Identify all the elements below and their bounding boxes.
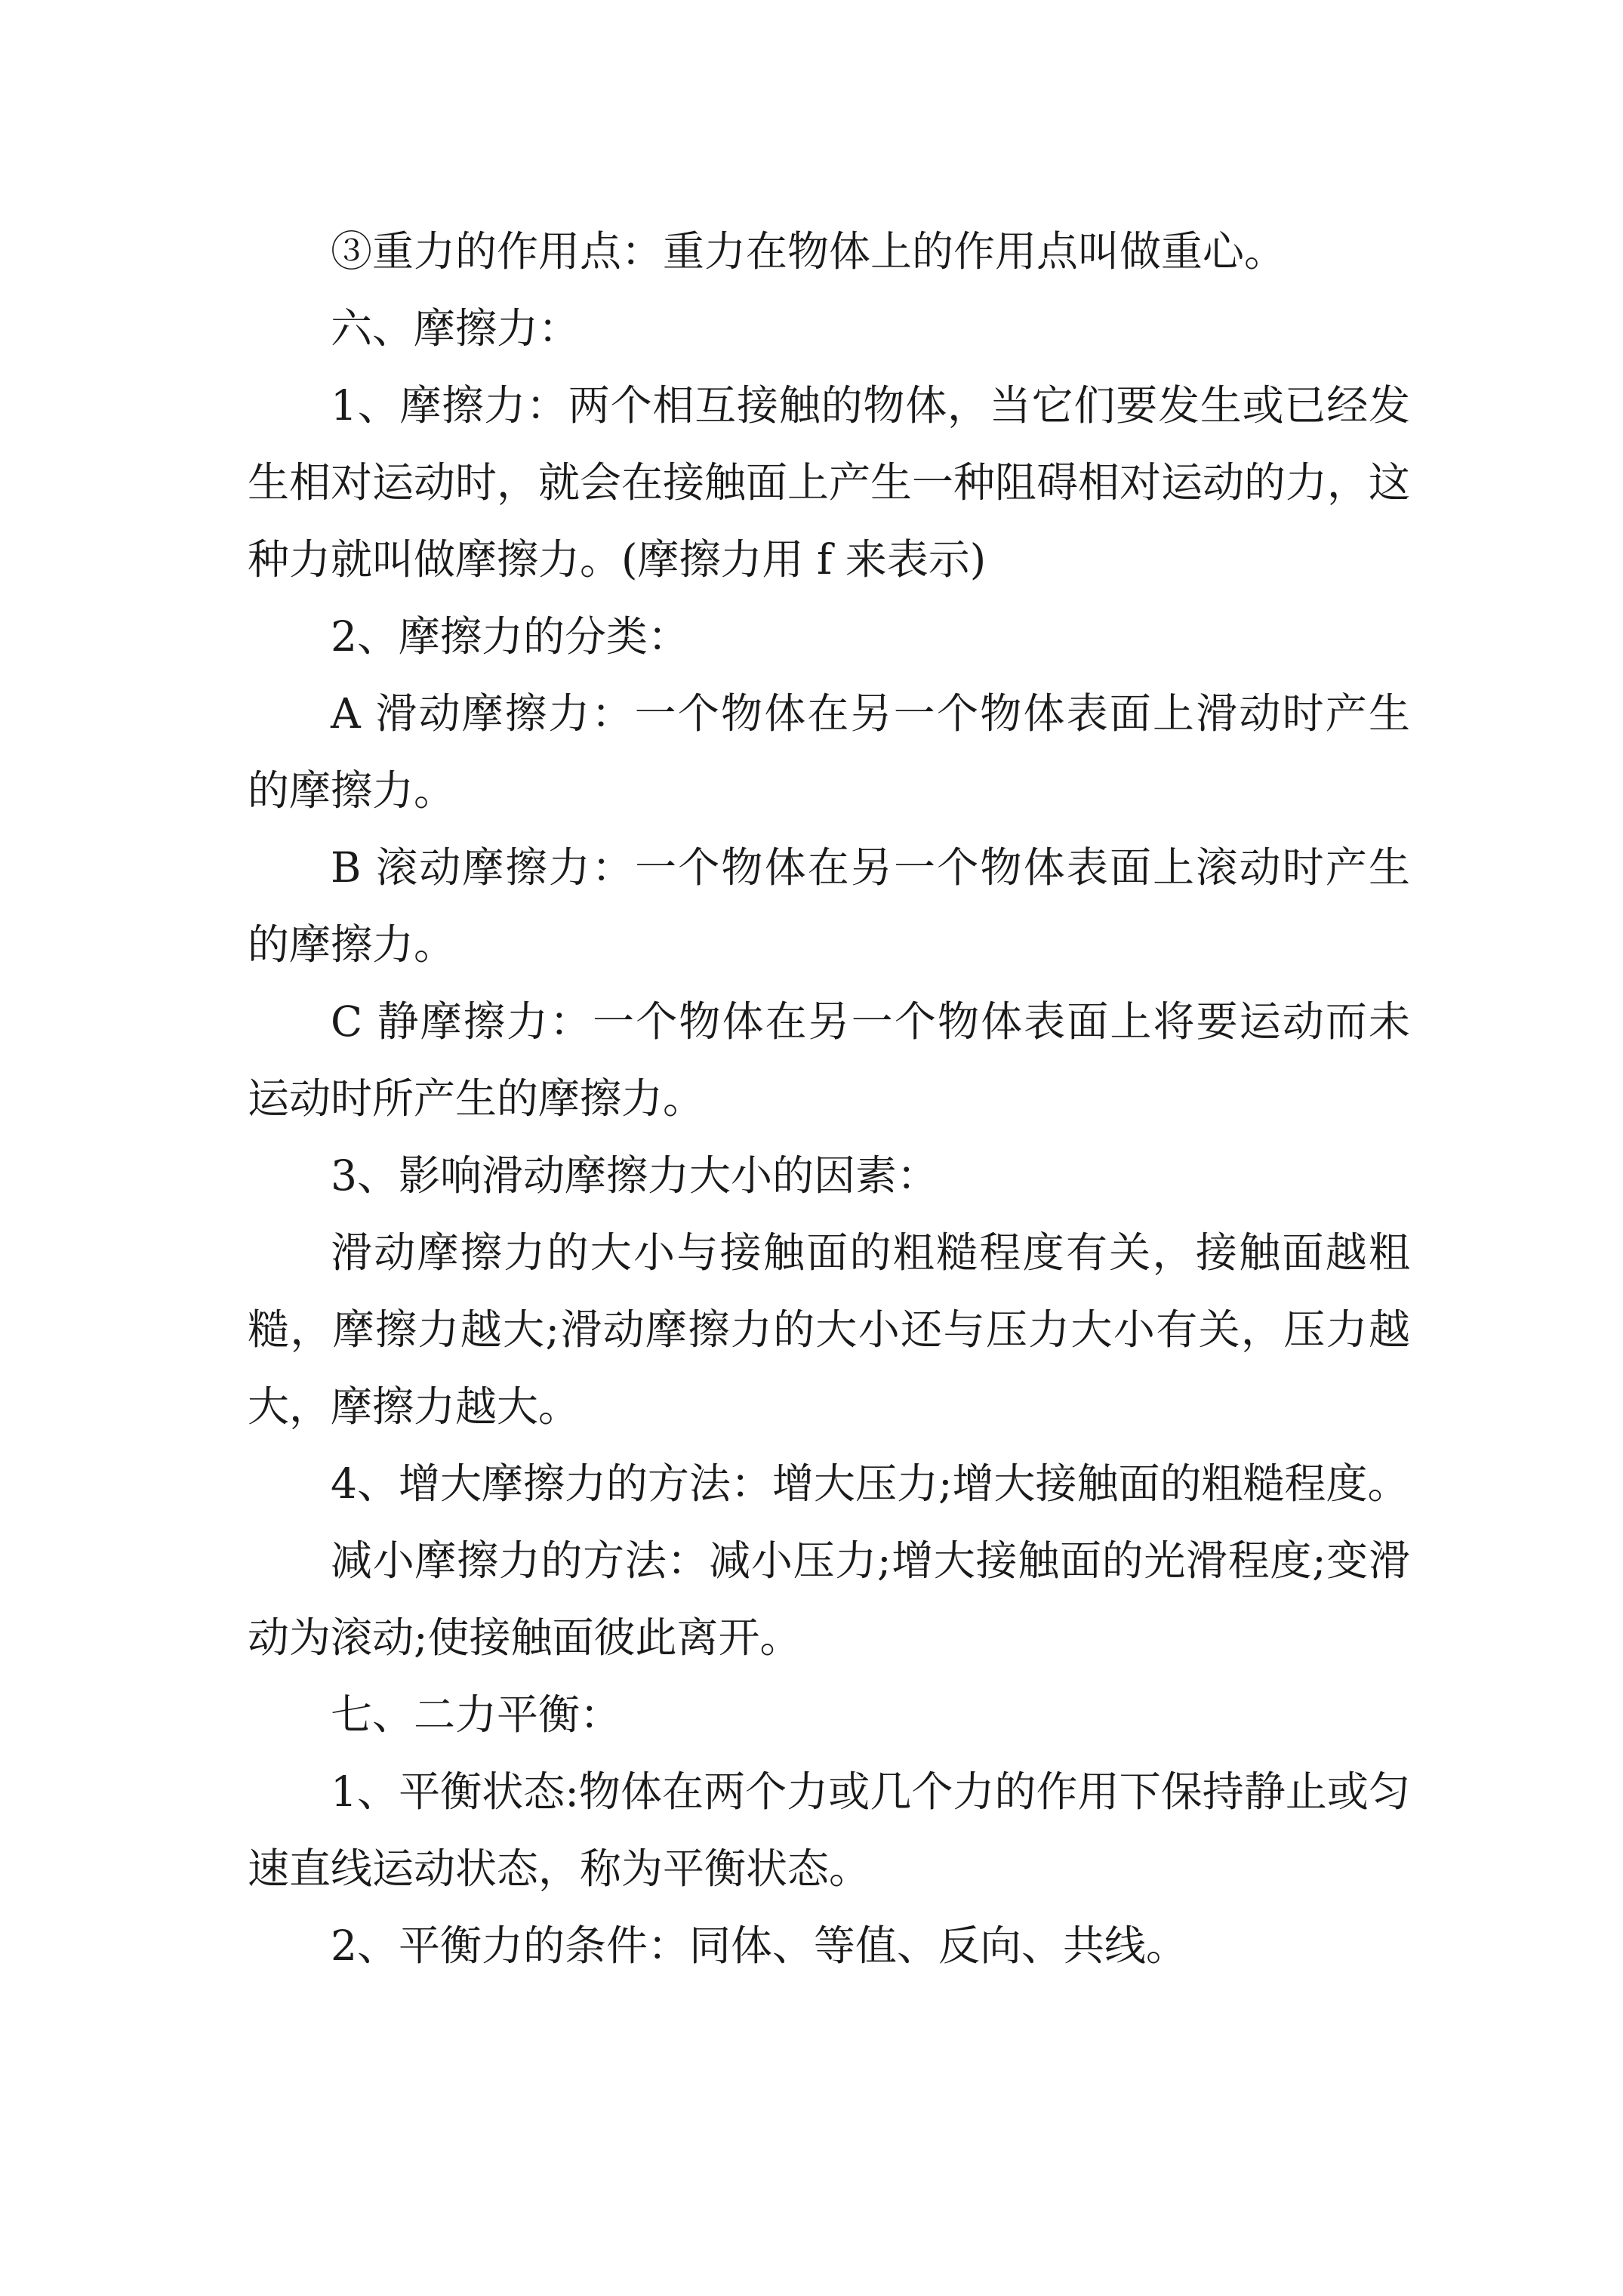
paragraph-rolling-friction: B 滚动摩擦力：一个物体在另一个物体表面上滚动时产生的摩擦力。: [248, 843, 1410, 969]
subheading-friction-factors: 3、影响滑动摩擦力大小的因素：: [331, 1151, 938, 1200]
paragraph-reduce-friction: 减小摩擦力的方法：减小压力;增大接触面的光滑程度;变滑动为滚动;使接触面彼此离开。: [248, 1536, 1410, 1662]
paragraph-equilibrium-state: 1、平衡状态:物体在两个力或几个力的作用下保持静止或匀速直线运动状态，称为平衡状态。: [248, 1767, 1410, 1893]
section-heading-equilibrium: 七、二力平衡：: [331, 1690, 622, 1739]
document-body: [248, 213, 1410, 1984]
paragraph-static-friction: C 静摩擦力：一个物体在另一个物体表面上将要运动而未运动时所产生的摩擦力。: [248, 997, 1410, 1123]
subheading-friction-types: 2、摩擦力的分类：: [331, 612, 689, 661]
paragraph-balanced-forces: 2、平衡力的条件：同体、等值、反向、共线。: [331, 1922, 1187, 1970]
section-heading-friction: 六、摩擦力：: [331, 304, 581, 353]
paragraph-friction-definition: 1、摩擦力：两个相互接触的物体，当它们要发生或已经发生相对运动时，就会在接触面上产生一种阻碍相对运动的力，这种力就叫做摩擦力。(摩擦力用 f 来表示): [248, 381, 1411, 584]
paragraph-friction-factors: 滑动摩擦力的大小与接触面的粗糙程度有关，接触面越粗糙，摩擦力越大;滑动摩擦力的大小还与压力大小有关，压力越大，摩擦力越大。: [248, 1228, 1410, 1431]
paragraph-increase-friction: 4、增大摩擦力的方法：增大压力;增大接触面的粗糙程度。: [331, 1459, 1409, 1508]
paragraph-sliding-friction: A 滑动摩擦力：一个物体在另一个物体表面上滑动时产生的摩擦力。: [248, 689, 1410, 815]
paragraph-gravity-point: ③重力的作用点：重力在物体上的作用点叫做重心。: [331, 227, 1286, 276]
